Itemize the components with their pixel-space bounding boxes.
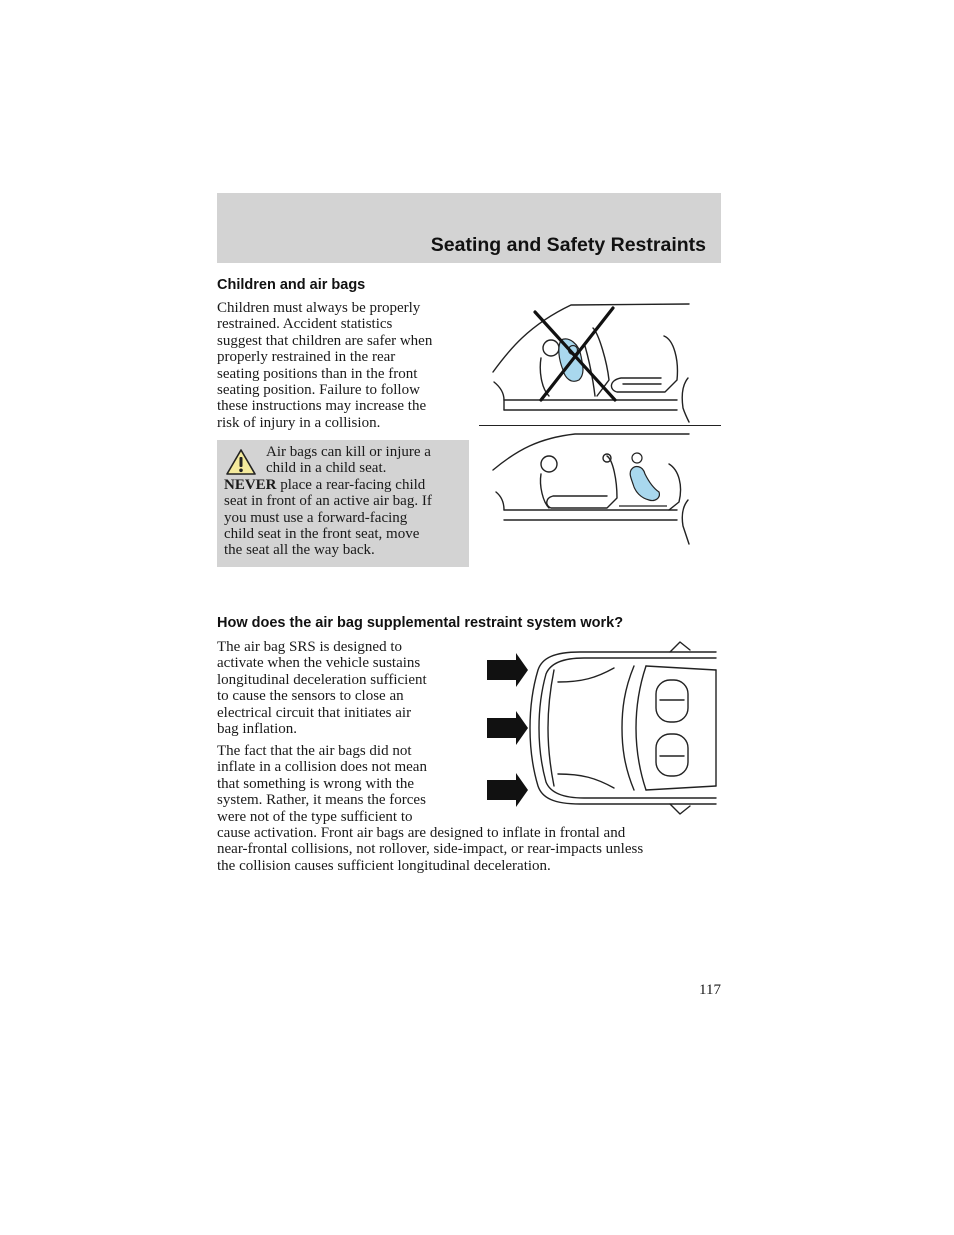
children-paragraph bbox=[217, 300, 432, 431]
text-line: bag inflation. bbox=[217, 721, 297, 738]
text-line: to cause the sensors to close an bbox=[217, 688, 404, 705]
text-line: that something is wrong with the bbox=[217, 775, 415, 792]
text-line: The air bag SRS is designed to bbox=[217, 639, 402, 655]
page-number: 117 bbox=[699, 982, 721, 998]
warning-line: child in a child seat. bbox=[266, 460, 387, 477]
frontal-impact-illustration bbox=[484, 640, 718, 816]
text-line: these instructions may increase the bbox=[217, 398, 427, 415]
text-line: near-frontal collisions, not rollover, side-impact, or rear-impacts unless bbox=[217, 841, 644, 858]
never-emphasis: NEVER bbox=[224, 476, 277, 493]
rear-seat-child-illustration bbox=[489, 430, 694, 548]
text-line: cause activation. Front air bags are designed to inflate in frontal and bbox=[217, 825, 626, 842]
text-line: inflate in a collision does not mean bbox=[217, 759, 427, 776]
text-line: longitudinal deceleration sufficient bbox=[217, 671, 427, 688]
text-line: suggest that children are safer when bbox=[217, 332, 433, 349]
header-band bbox=[217, 193, 721, 263]
text-line: the collision causes sufficient longitudinal deceleration. bbox=[217, 857, 551, 874]
srs-paragraph-1 bbox=[217, 639, 427, 737]
section-heading-children: Children and air bags bbox=[217, 277, 366, 293]
warning-line: the seat all the way back. bbox=[224, 542, 375, 559]
text-line: properly restrained in the rear bbox=[217, 349, 396, 366]
warning-text bbox=[224, 444, 432, 559]
text-line: Children must always be properly bbox=[217, 300, 421, 316]
text-line: restrained. Accident statistics bbox=[217, 316, 393, 333]
text-line: were not of the type sufficient to bbox=[217, 808, 413, 825]
text-line: seating position. Failure to follow bbox=[217, 382, 420, 399]
section-heading-srs: How does the air bag supplemental restraint system work? bbox=[217, 615, 624, 631]
warning-line bbox=[224, 477, 432, 493]
page-title: Seating and Safety Restraints bbox=[430, 234, 706, 256]
warning-line-rest: place a rear-facing child bbox=[276, 476, 426, 493]
warning-line: you must use a forward-facing bbox=[224, 509, 408, 526]
text-line: seating positions than in the front bbox=[217, 365, 418, 382]
warning-box bbox=[217, 440, 469, 567]
warning-line: Air bags can kill or injure a bbox=[266, 444, 431, 460]
impact-arrows bbox=[487, 653, 528, 807]
text-line: activate when the vehicle sustains bbox=[217, 655, 421, 672]
warning-line: seat in front of an active air bag. If bbox=[224, 493, 432, 510]
text-line: system. Rather, it means the forces bbox=[217, 792, 426, 809]
text-line: The fact that the air bags did not bbox=[217, 743, 412, 759]
illustration-divider bbox=[479, 425, 721, 426]
warning-line: child seat in the front seat, move bbox=[224, 526, 420, 543]
rear-facing-seat-illustration bbox=[489, 300, 694, 425]
text-line: electrical circuit that initiates air bbox=[217, 704, 412, 721]
text-line: risk of injury in a collision. bbox=[217, 414, 381, 431]
